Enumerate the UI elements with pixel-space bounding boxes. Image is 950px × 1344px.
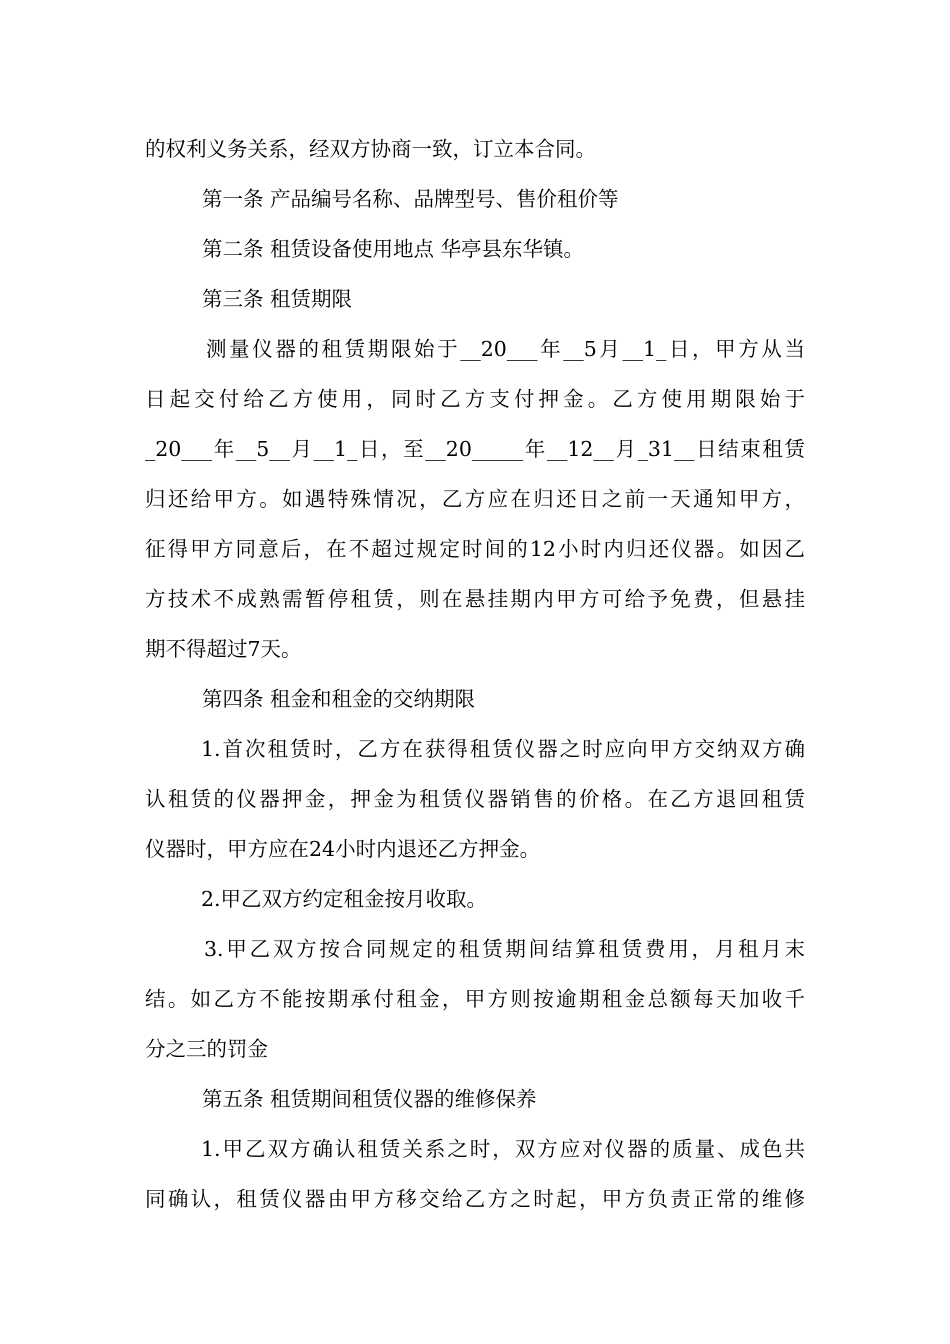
document-page [145,124,805,1224]
paragraph-line: 期不得超过7天。 [145,637,302,661]
paragraph-line: 的权利义务关系，经双方协商一致，订立本合同。 [145,137,596,161]
paragraph-line: _20___年__5__月__1_日，至__20_____年__12__月_31__日结束租赁 [145,437,805,461]
paragraph-line: 测量仪器的租赁期限始于__20___年__5月__1_日，甲方从当 [206,337,805,361]
article-1-heading: 第一条 产品编号名称、品牌型号、售价租价等 [202,187,619,211]
article-4-heading: 第四条 租金和租金的交纳期限 [202,687,476,711]
paragraph-line: 分之三的罚金 [145,1037,268,1061]
article-5-heading: 第五条 租赁期间租赁仪器的维修保养 [202,1087,537,1111]
paragraph-line: 结。如乙方不能按期承付租金，甲方则按逾期租金总额每天加收千 [145,987,805,1011]
paragraph-line: 同确认，租赁仪器由甲方移交给乙方之时起，甲方负责正常的维修 [145,1187,805,1211]
article-2-heading: 第二条 租赁设备使用地点 华亭县东华镇。 [202,237,585,261]
paragraph-line: 归还给甲方。如遇特殊情况，乙方应在归还日之前一天通知甲方， [145,487,805,511]
paragraph-line: 仪器时，甲方应在24小时内退还乙方押金。 [145,837,541,861]
paragraph-line: 2.甲乙双方约定租金按月收取。 [201,887,488,911]
article-3-heading: 第三条 租赁期限 [202,287,353,311]
paragraph-line: 方技术不成熟需暂停租赁，则在悬挂期内甲方可给予免费，但悬挂 [145,587,805,611]
paragraph-line: 1.首次租赁时，乙方在获得租赁仪器之时应向甲方交纳双方确 [201,737,805,761]
paragraph-line: 1.甲乙双方确认租赁关系之时，双方应对仪器的质量、成色共 [201,1137,805,1161]
paragraph-line: 认租赁的仪器押金，押金为租赁仪器销售的价格。在乙方退回租赁 [145,787,805,811]
paragraph-line: 3.甲乙双方按合同规定的租赁期间结算租赁费用，月租月末 [204,937,805,961]
paragraph-line: 日起交付给乙方使用，同时乙方支付押金。乙方使用期限始于 [145,387,805,411]
paragraph-line: 征得甲方同意后，在不超过规定时间的12小时内归还仪器。如因乙 [145,537,805,561]
